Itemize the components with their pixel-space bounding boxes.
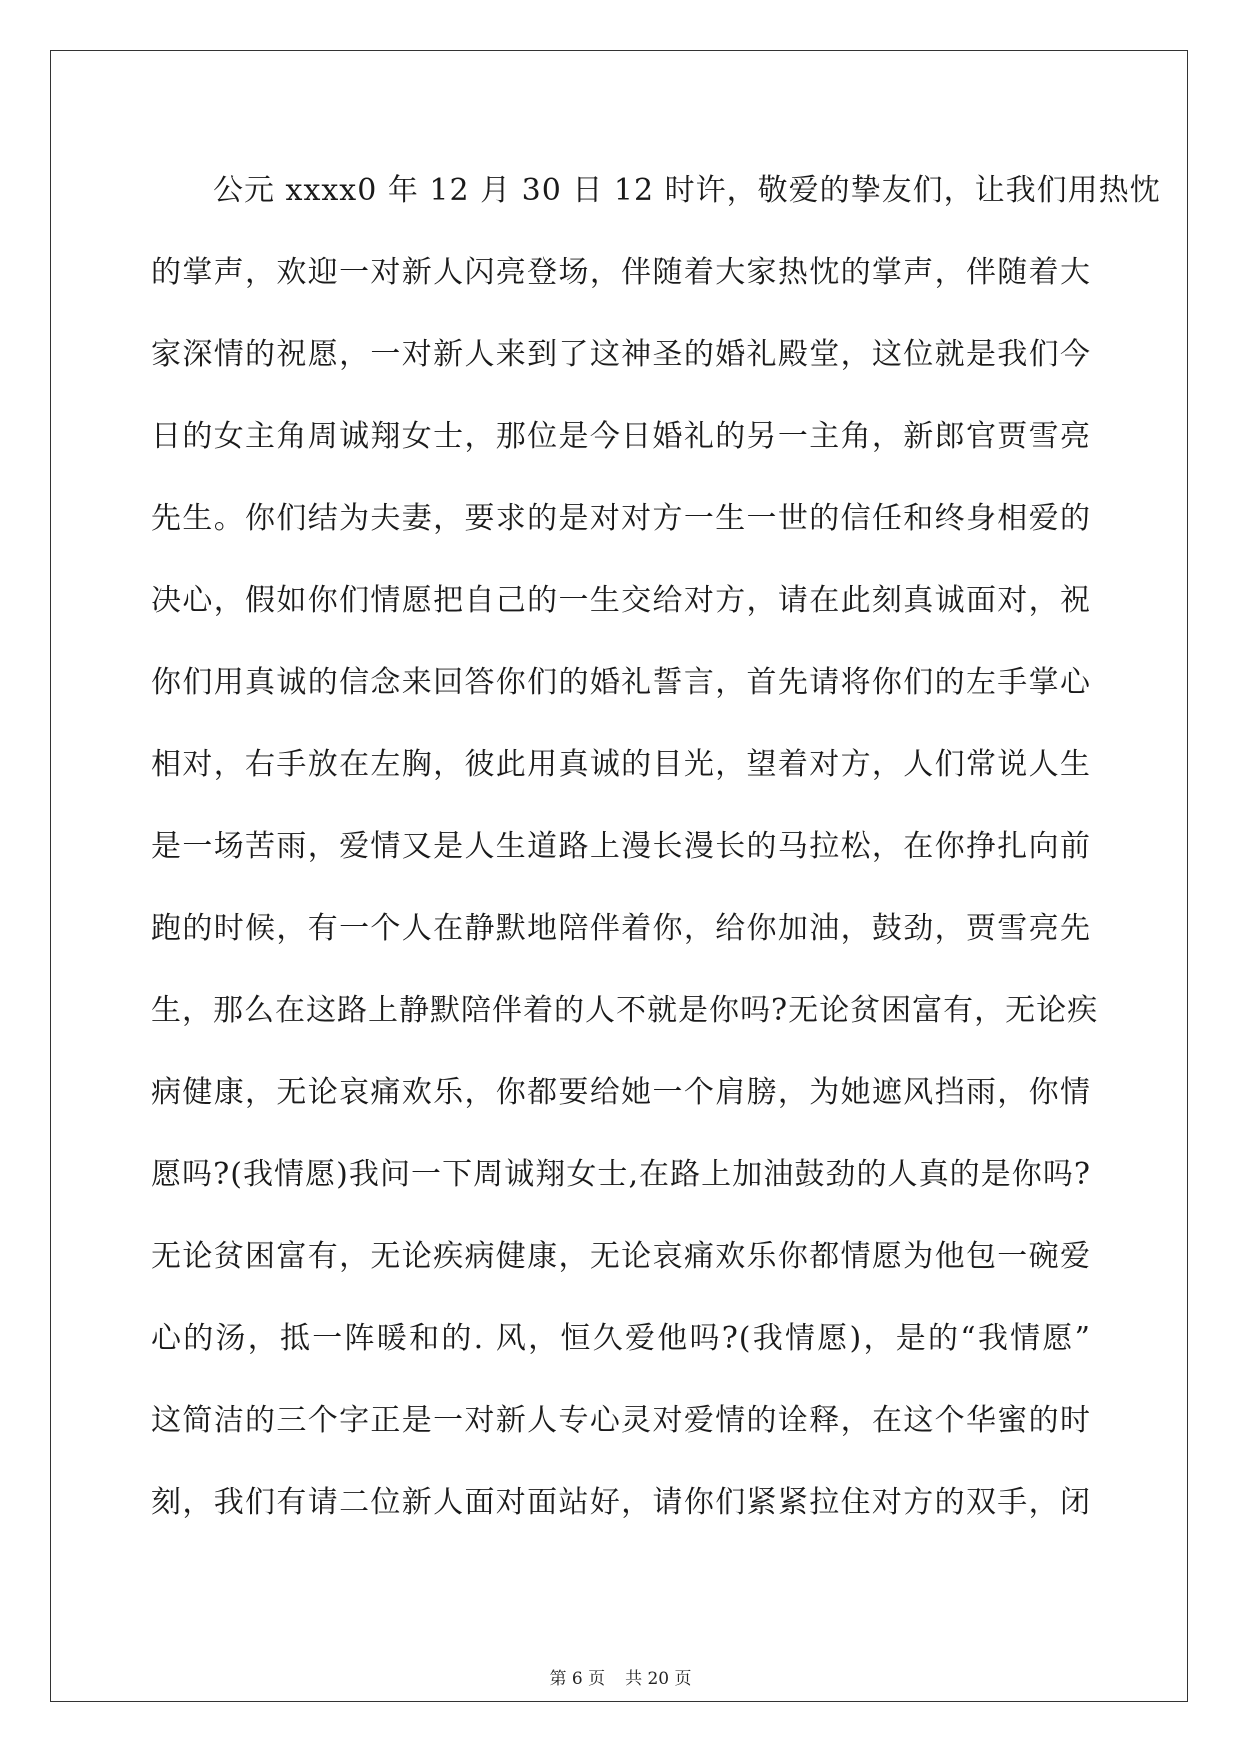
paragraph-line: 的掌声，欢迎一对新人闪亮登场，伴随着大家热忱的掌声，伴随着大 [151,255,1091,290]
page-number: 第 6 页 [549,1669,606,1689]
page-total: 共 20 页 [625,1669,692,1689]
document-body [151,165,1161,1559]
paragraph-line: 相对，右手放在左胸，彼此用真诚的目光，望着对方，人们常说人生 [151,747,1091,782]
paragraph-line: 家深情的祝愿，一对新人来到了这神圣的婚礼殿堂，这位就是我们今 [151,337,1091,372]
paragraph-line: 你们用真诚的信念来回答你们的婚礼誓言，首先请将你们的左手掌心 [151,665,1091,700]
paragraph-line: 决心，假如你们情愿把自己的一生交给对方，请在此刻真诚面对，祝 [151,583,1091,618]
page-footer [0,1664,1241,1689]
paragraph-line: 生，那么在这路上静默陪伴着的人不就是你吗?无论贫困富有，无论疾 [151,993,1099,1028]
paragraph-line: 公元 xxxx0 年 12 月 30 日 12 时许，敬爱的挚友们，让我们用热忱 [213,173,1161,208]
paragraph-line: 日的女主角周诚翔女士，那位是今日婚礼的另一主角，新郎官贾雪亮 [151,419,1091,454]
paragraph-line: 愿吗?(我情愿)我问一下周诚翔女士,在路上加油鼓劲的人真的是你吗? [151,1157,1091,1192]
paragraph-line: 刻，我们有请二位新人面对面站好，请你们紧紧拉住对方的双手，闭 [151,1485,1091,1520]
paragraph-line: 无论贫困富有，无论疾病健康，无论哀痛欢乐你都情愿为他包一碗爱 [151,1239,1091,1274]
paragraph-line: 先生。你们结为夫妻，要求的是对对方一生一世的信任和终身相爱的 [151,501,1091,536]
paragraph-line: 病健康，无论哀痛欢乐，你都要给她一个肩膀，为她遮风挡雨，你情 [151,1075,1091,1110]
paragraph-line: 这简洁的三个字正是一对新人专心灵对爱情的诠释，在这个华蜜的时 [151,1403,1091,1438]
paragraph-line: 跑的时候，有一个人在静默地陪伴着你，给你加油，鼓劲，贾雪亮先 [151,911,1091,946]
paragraph-line: 是一场苦雨，爱情又是人生道路上漫长漫长的马拉松，在你挣扎向前 [151,829,1091,864]
paragraph-line: 心的汤，抵一阵暖和的. 风，恒久爱他吗?(我情愿)，是的“我情愿” [151,1321,1091,1356]
